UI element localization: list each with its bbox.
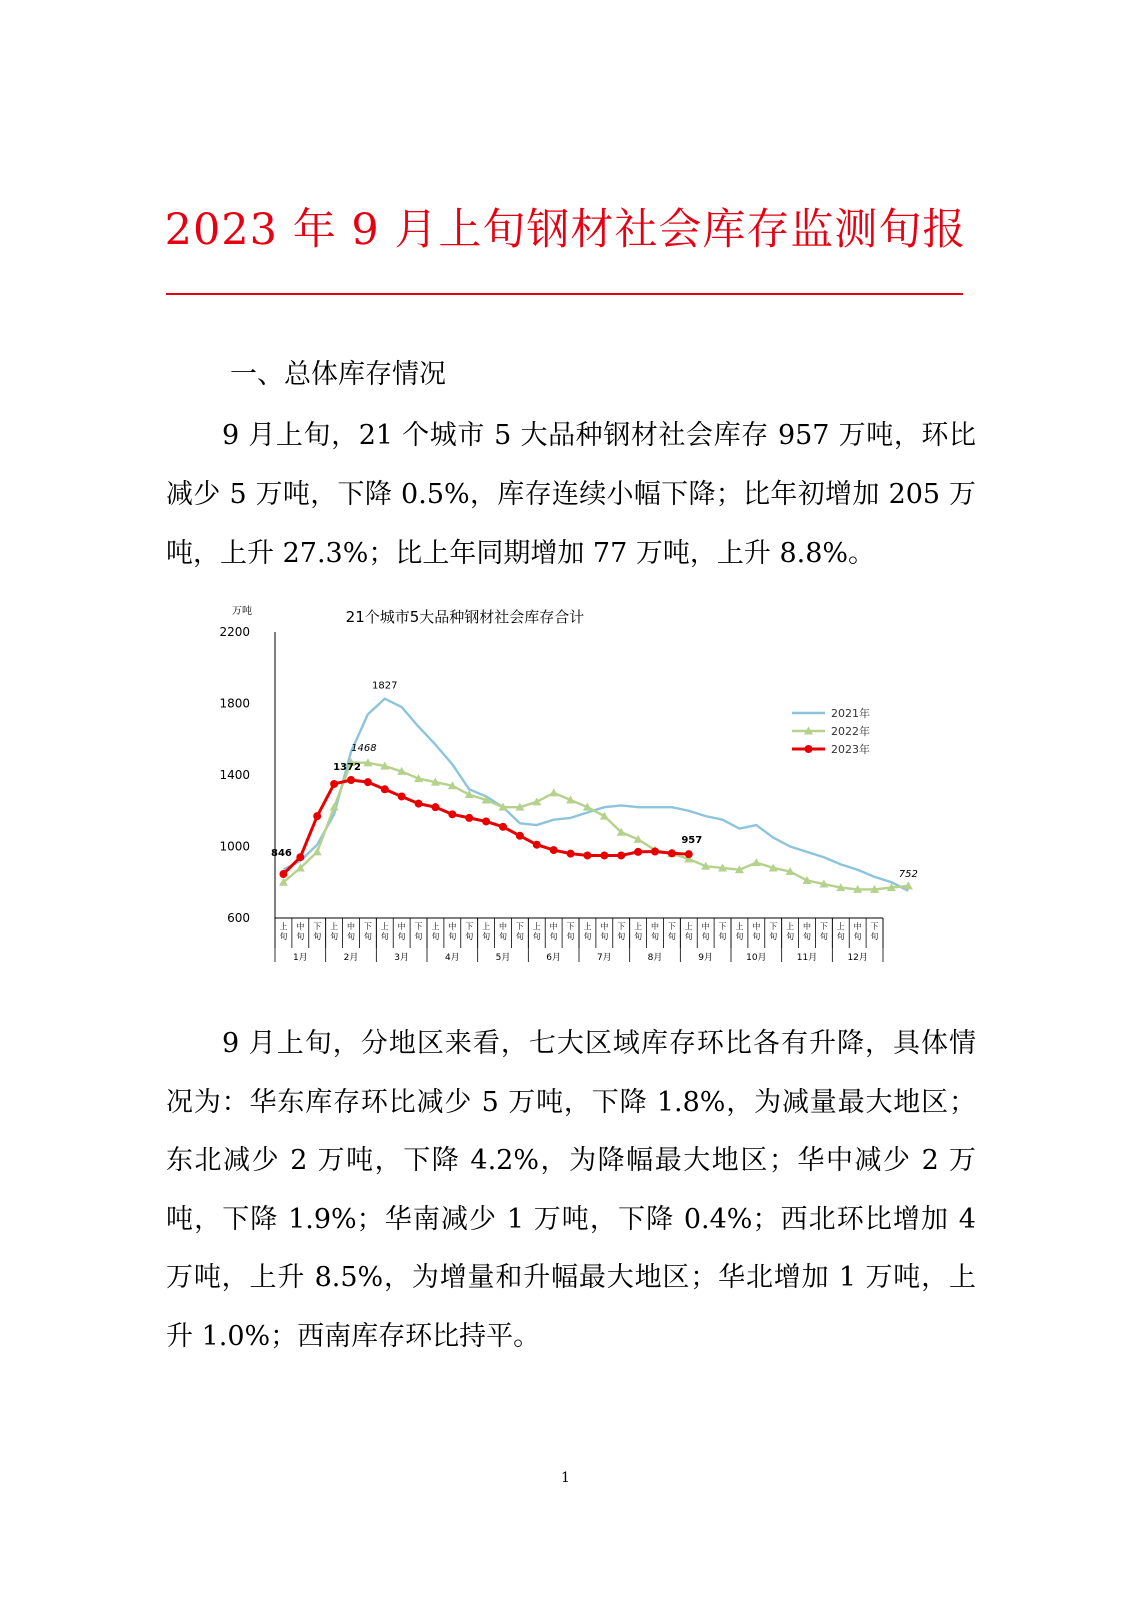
chart-title: 21个城市5大品种钢材社会库存合计	[345, 608, 585, 626]
data-point	[685, 850, 693, 858]
x-tick-label: 上	[735, 922, 744, 931]
paragraph-regional: 9 月上旬，分地区来看，七大区域库存环比各有升降，具体情况为：华东库存环比减少 5 万吨，下降 1.8%，为减量最大地区；东北减少 2 万吨，下降 4.2%，为降幅最大地区；华中减少 2 万吨，下降 1.9%；华南减少 1 万吨，下降 0.4%；西北环比增加 4 万吨，上升 8.5%，为增量和升幅最大地区；华北增加 1 万吨，上升 1.0%；西南库存环比持平。	[166, 1028, 976, 1352]
x-tick-label: 旬	[803, 932, 811, 941]
x-tick-label: 旬	[769, 932, 778, 941]
x-tick-label: 中	[448, 922, 457, 931]
page-number: 1	[561, 1470, 570, 1486]
x-tick-label: 旬	[651, 932, 659, 941]
data-point	[313, 812, 321, 820]
y-axis-unit: 万吨	[232, 606, 252, 617]
x-tick-label: 旬	[296, 932, 305, 941]
x-tick-label: 中	[803, 922, 811, 931]
x-tick-label: 上	[583, 922, 592, 931]
data-point	[651, 848, 659, 856]
x-tick-label: 旬	[482, 932, 491, 941]
x-tick-label: 上	[330, 922, 339, 931]
x-tick-label: 旬	[330, 932, 339, 941]
y-tick-label: 1000	[219, 839, 250, 854]
x-tick-label: 旬	[752, 932, 761, 941]
x-tick-label: 中	[549, 922, 558, 931]
x-tick-label: 旬	[667, 932, 676, 941]
series-line-2022年	[283, 762, 908, 889]
x-tick-label: 下	[718, 922, 727, 931]
x-tick-label: 中	[296, 922, 305, 931]
x-tick-label: 上	[380, 922, 389, 931]
x-tick-label: 旬	[363, 932, 372, 941]
month-label: 4月	[444, 953, 460, 963]
x-tick-label: 下	[566, 922, 575, 931]
data-point	[431, 803, 439, 811]
x-tick-label: 旬	[701, 932, 710, 941]
data-label: 957	[681, 835, 703, 847]
x-tick-label: 下	[515, 922, 524, 931]
x-tick-label: 旬	[617, 932, 626, 941]
data-label: 1372	[333, 762, 361, 774]
month-label: 7月	[596, 953, 612, 963]
x-tick-label: 中	[651, 922, 659, 931]
x-tick-label: 旬	[718, 932, 727, 941]
data-point	[448, 810, 456, 818]
legend-label: 2023年	[831, 743, 870, 756]
data-point	[516, 832, 524, 840]
data-point	[296, 853, 304, 861]
section-heading: 一、总体库存情况	[230, 359, 446, 390]
x-tick-label: 上	[431, 922, 440, 931]
data-point	[668, 849, 676, 857]
x-tick-label: 旬	[549, 932, 558, 941]
x-tick-label: 旬	[836, 932, 845, 941]
x-tick-label: 下	[313, 922, 322, 931]
data-point	[465, 814, 473, 822]
month-label: 5月	[495, 953, 511, 963]
x-tick-label: 中	[853, 922, 862, 931]
data-point	[550, 846, 558, 854]
data-point	[634, 848, 642, 856]
x-tick-label: 旬	[786, 932, 795, 941]
data-point	[549, 788, 558, 796]
data-point	[398, 792, 406, 800]
data-point	[330, 780, 338, 788]
x-tick-label: 旬	[819, 932, 828, 941]
x-tick-label: 旬	[397, 932, 406, 941]
y-tick-label: 1400	[219, 768, 250, 782]
month-label: 6月	[546, 953, 562, 963]
x-tick-label: 上	[634, 922, 643, 931]
month-label: 2月	[343, 953, 359, 963]
data-point	[381, 785, 389, 793]
x-tick-label: 上	[482, 922, 491, 931]
series-line-2021年	[283, 699, 908, 891]
month-label: 3月	[394, 953, 410, 963]
data-label: 846	[271, 848, 292, 860]
x-tick-label: 下	[870, 922, 879, 931]
x-tick-label: 旬	[431, 932, 440, 941]
x-tick-label: 旬	[532, 932, 541, 941]
x-tick-label: 中	[600, 922, 609, 931]
data-point	[499, 823, 507, 831]
data-point	[482, 817, 490, 825]
x-tick-label: 下	[819, 922, 828, 931]
x-tick-label: 旬	[634, 932, 643, 941]
legend-label: 2022年	[831, 725, 870, 738]
data-point	[364, 778, 372, 786]
x-tick-label: 旬	[583, 932, 592, 941]
x-tick-label: 上	[836, 922, 845, 931]
x-tick-label: 下	[667, 922, 676, 931]
x-tick-label: 中	[397, 922, 406, 931]
series-line-2023年	[283, 780, 688, 874]
paragraph-overall: 9 月上旬，21 个城市 5 大品种钢材社会库存 957 万吨，环比减少 5 万吨，下降 0.5%，库存连续小幅下降；比年初增加 205 万吨，上升 27.3%；比上年同期增加 77 万吨，上升 8.8%。	[166, 420, 976, 569]
title-divider	[166, 293, 963, 295]
x-tick-label: 旬	[870, 932, 879, 941]
data-point	[279, 870, 287, 878]
x-tick-label: 旬	[414, 932, 423, 941]
x-tick-label: 中	[752, 922, 761, 931]
data-point	[617, 851, 625, 859]
x-tick-label: 上	[786, 922, 795, 931]
x-tick-label: 旬	[600, 932, 609, 941]
month-label: 11月	[796, 953, 818, 963]
x-tick-label: 上	[684, 922, 693, 931]
x-tick-label: 旬	[279, 932, 288, 941]
chart-legend	[792, 706, 870, 756]
legend-label: 2021年	[831, 707, 870, 720]
x-tick-label: 上	[532, 922, 541, 931]
inventory-line-chart	[215, 600, 918, 975]
x-tick-label: 旬	[853, 932, 862, 941]
x-tick-label: 中	[701, 922, 710, 931]
month-label: 9月	[698, 953, 714, 963]
data-point	[600, 851, 608, 859]
x-tick-label: 下	[363, 922, 372, 931]
x-tick-label: 中	[499, 922, 507, 931]
month-label: 8月	[647, 953, 663, 963]
month-label: 1月	[292, 953, 308, 963]
x-tick-label: 旬	[566, 932, 575, 941]
x-tick-label: 下	[769, 922, 778, 931]
data-label: 1468	[351, 742, 377, 754]
x-tick-label: 旬	[735, 932, 744, 941]
legend-marker	[805, 745, 813, 753]
data-point	[347, 776, 355, 784]
x-tick-label: 下	[465, 922, 474, 931]
data-point	[415, 800, 423, 808]
x-tick-label: 旬	[380, 932, 389, 941]
x-tick-label: 下	[617, 922, 626, 931]
y-tick-label: 2200	[219, 625, 250, 639]
x-tick-label: 旬	[465, 932, 474, 941]
x-tick-label: 旬	[313, 932, 322, 941]
data-label: 1827	[372, 680, 398, 692]
x-tick-label: 旬	[515, 932, 524, 941]
data-point	[567, 850, 575, 858]
x-tick-label: 旬	[684, 932, 693, 941]
data-point	[533, 841, 541, 849]
x-tick-label: 中	[347, 922, 355, 931]
data-point	[752, 858, 761, 866]
document-title: 2023 年 9 月上旬钢材社会库存监测旬报	[164, 205, 967, 255]
month-label: 10月	[746, 953, 767, 963]
y-tick-label: 600	[227, 911, 250, 925]
month-label: 12月	[847, 953, 868, 963]
data-point	[583, 851, 591, 859]
x-tick-label: 旬	[347, 932, 355, 941]
x-tick-label: 下	[414, 922, 423, 931]
x-tick-label: 旬	[448, 932, 457, 941]
x-tick-label: 旬	[499, 932, 507, 941]
x-tick-label: 上	[279, 922, 288, 931]
data-label: 752	[898, 868, 918, 880]
y-tick-label: 1800	[219, 696, 250, 711]
